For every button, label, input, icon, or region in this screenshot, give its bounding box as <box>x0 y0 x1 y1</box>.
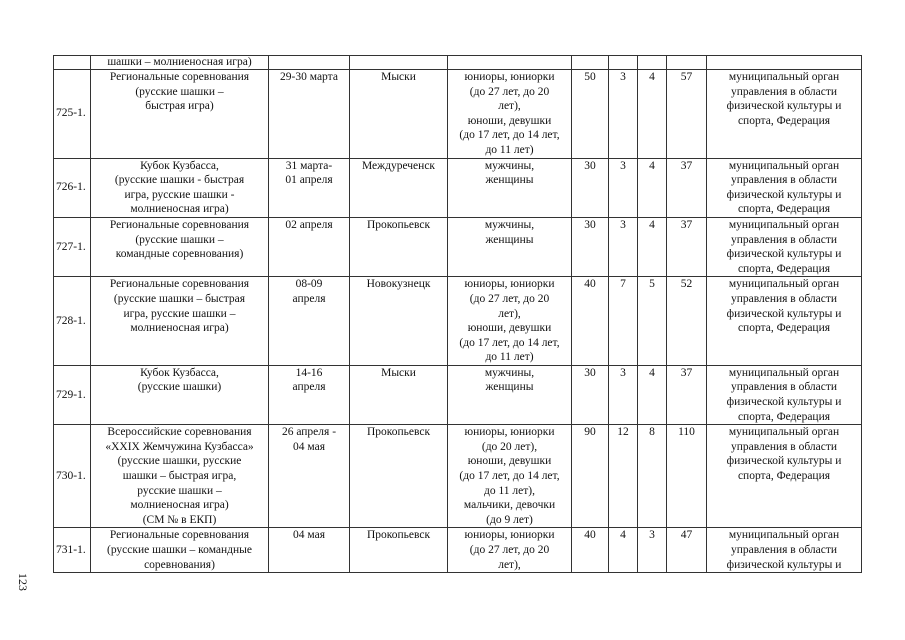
cell-name-text: Региональные соревнования (русские шашки – быстрая игра, русские шашки – молниеносная игра) <box>109 278 250 335</box>
cell-organizer-text: муниципальный орган управления в области физической культуры и спорта, Федерация <box>726 159 842 216</box>
cell-coaches <box>609 56 638 70</box>
cell-coaches: 3 <box>609 365 638 424</box>
cell-place <box>350 217 448 276</box>
cell-judges: 4 <box>638 365 667 424</box>
cell-total: 57 <box>667 70 707 159</box>
cell-name <box>91 70 269 159</box>
cell-organizer-text: муниципальный орган управления в области физической культуры и спорта, Федерация <box>726 366 842 423</box>
cell-name-text: Региональные соревнования (русские шашки – командные соревнования) <box>107 529 252 571</box>
page-number: 123 <box>16 573 30 591</box>
cell-judges: 4 <box>638 158 667 217</box>
table-row-continuation <box>54 56 862 70</box>
table-row <box>54 425 862 528</box>
cell-category-text: юниоры, юниорки (до 27 лет, до 20 лет), юноши, девушки (до 17 лет, до 14 лет, до 11 лет) <box>459 71 560 156</box>
schedule-table <box>53 55 862 573</box>
cell-name-text: Кубок Кузбасса, (русские шашки) <box>137 366 222 394</box>
cell-name-text: Региональные соревнования (русские шашки – командные соревнования) <box>109 218 250 261</box>
cell-total: 37 <box>667 158 707 217</box>
cell-place-text: Прокопьевск <box>366 218 431 231</box>
cell-place-text: Мыски <box>381 366 416 379</box>
cell-category <box>448 217 572 276</box>
cell-dates-text: 08-09 апреля <box>292 278 326 305</box>
cell-category <box>448 56 572 70</box>
cell-num <box>54 56 91 70</box>
cell-organizer <box>707 158 862 217</box>
cell-judges <box>638 56 667 70</box>
cell-name-text: Всероссийские соревнования «XXIX Жемчужина Кузбасса» (русские шашки, русские шашки – быстрая игра, русские шашки – молниеносная игра) (СМ № в ЕКП) <box>105 426 254 526</box>
cell-dates <box>269 425 350 528</box>
cell-name <box>91 425 269 528</box>
table-row <box>54 158 862 217</box>
cell-organizer-text: муниципальный орган управления в области физической культуры и спорта, Федерация <box>726 278 842 335</box>
cell-dates <box>269 56 350 70</box>
table-row <box>54 217 862 276</box>
cell-num: 730-1. <box>54 425 91 528</box>
cell-category-text: юниоры, юниорки (до 27 лет, до 20 лет), <box>464 529 555 571</box>
cell-place <box>350 56 448 70</box>
cell-name <box>91 528 269 573</box>
cell-dates-text: 14-16 апреля <box>292 366 326 394</box>
cell-place <box>350 425 448 528</box>
cell-organizer-text: муниципальный орган управления в области физической культуры и спорта, Федерация <box>726 218 842 275</box>
cell-dates <box>269 528 350 573</box>
cell-coaches: 12 <box>609 425 638 528</box>
cell-place <box>350 158 448 217</box>
cell-organizer <box>707 56 862 70</box>
cell-name-text: Кубок Кузбасса, (русские шашки - быстрая игра, русские шашки - молниеносная игра) <box>114 159 245 216</box>
cell-num: 726-1. <box>54 158 91 217</box>
cell-num: 731-1. <box>54 528 91 573</box>
cell-participants: 90 <box>572 425 609 528</box>
cell-num: 727-1. <box>54 217 91 276</box>
cell-participants: 30 <box>572 217 609 276</box>
cell-participants: 40 <box>572 277 609 366</box>
cell-participants: 40 <box>572 528 609 573</box>
cell-organizer <box>707 365 862 424</box>
cell-name-text: Региональные соревнования (русские шашки – быстрая игра) <box>109 71 250 113</box>
cell-organizer-text: муниципальный орган управления в области физической культуры и <box>726 529 842 571</box>
cell-place <box>350 277 448 366</box>
cell-dates-text: 29-30 марта <box>280 71 338 83</box>
schedule-body <box>54 56 862 573</box>
cell-participants: 30 <box>572 365 609 424</box>
cell-coaches: 4 <box>609 528 638 573</box>
cell-place-text: Мыски <box>381 71 416 83</box>
cell-coaches: 3 <box>609 70 638 159</box>
cell-place-text: Новокузнецк <box>366 278 431 291</box>
cell-participants: 30 <box>572 158 609 217</box>
cell-coaches: 3 <box>609 217 638 276</box>
cell-total: 37 <box>667 217 707 276</box>
cell-name <box>91 277 269 366</box>
cell-dates <box>269 217 350 276</box>
cell-category <box>448 158 572 217</box>
cell-total: 110 <box>667 425 707 528</box>
cell-participants: 50 <box>572 70 609 159</box>
cell-place <box>350 365 448 424</box>
cell-dates <box>269 70 350 159</box>
cell-coaches: 3 <box>609 158 638 217</box>
table-row <box>54 277 862 366</box>
table-row <box>54 365 862 424</box>
cell-category <box>448 528 572 573</box>
cell-category-text: мужчины, женщины <box>484 218 535 246</box>
cell-name <box>91 217 269 276</box>
cell-judges: 4 <box>638 217 667 276</box>
cell-name <box>91 158 269 217</box>
cell-category-text: мужчины, женщины <box>484 159 535 187</box>
cell-judges: 3 <box>638 528 667 573</box>
cell-name <box>91 365 269 424</box>
cell-category-text: мужчины, женщины <box>484 366 535 394</box>
cell-dates <box>269 277 350 366</box>
cell-participants <box>572 56 609 70</box>
cell-place-text: Прокопьевск <box>366 529 431 542</box>
cell-place <box>350 528 448 573</box>
cell-place-text: Междуреченск <box>361 159 436 172</box>
cell-num: 729-1. <box>54 365 91 424</box>
cell-num: 728-1. <box>54 277 91 366</box>
cell-total <box>667 56 707 70</box>
cell-place-text: Прокопьевск <box>366 426 431 439</box>
cell-total: 47 <box>667 528 707 573</box>
cell-organizer <box>707 217 862 276</box>
cell-dates-text: 31 марта- 01 апреля <box>285 159 333 187</box>
cell-coaches: 7 <box>609 277 638 366</box>
cell-category <box>448 365 572 424</box>
cell-organizer <box>707 425 862 528</box>
cell-organizer <box>707 528 862 573</box>
cell-num: 725-1. <box>54 70 91 159</box>
cell-category <box>448 70 572 159</box>
cell-category <box>448 425 572 528</box>
cell-dates-text: 02 апреля <box>285 218 333 231</box>
cell-organizer <box>707 70 862 159</box>
cell-name: шашки – молниеносная игра) <box>91 56 269 70</box>
cell-dates-text: 26 апреля - 04 мая <box>281 426 337 453</box>
cell-total: 37 <box>667 365 707 424</box>
cell-category <box>448 277 572 366</box>
cell-total: 52 <box>667 277 707 366</box>
cell-organizer <box>707 277 862 366</box>
cell-dates <box>269 365 350 424</box>
cell-organizer-text: муниципальный орган управления в области физической культуры и спорта, Федерация <box>726 426 842 483</box>
cell-judges: 8 <box>638 425 667 528</box>
cell-category-text: юниоры, юниорки (до 20 лет), юноши, девушки (до 17 лет, до 14 лет, до 11 лет), мальчики, девочки (до 9 лет) <box>459 426 560 526</box>
cell-category-text: юниоры, юниорки (до 27 лет, до 20 лет), юноши, девушки (до 17 лет, до 14 лет, до 11 лет) <box>459 278 560 364</box>
cell-judges: 5 <box>638 277 667 366</box>
table-row <box>54 528 862 573</box>
cell-place <box>350 70 448 159</box>
cell-organizer-text: муниципальный орган управления в области физической культуры и спорта, Федерация <box>726 71 842 127</box>
table-row <box>54 70 862 159</box>
cell-dates <box>269 158 350 217</box>
cell-dates-text: 04 мая <box>293 529 325 542</box>
cell-judges: 4 <box>638 70 667 159</box>
